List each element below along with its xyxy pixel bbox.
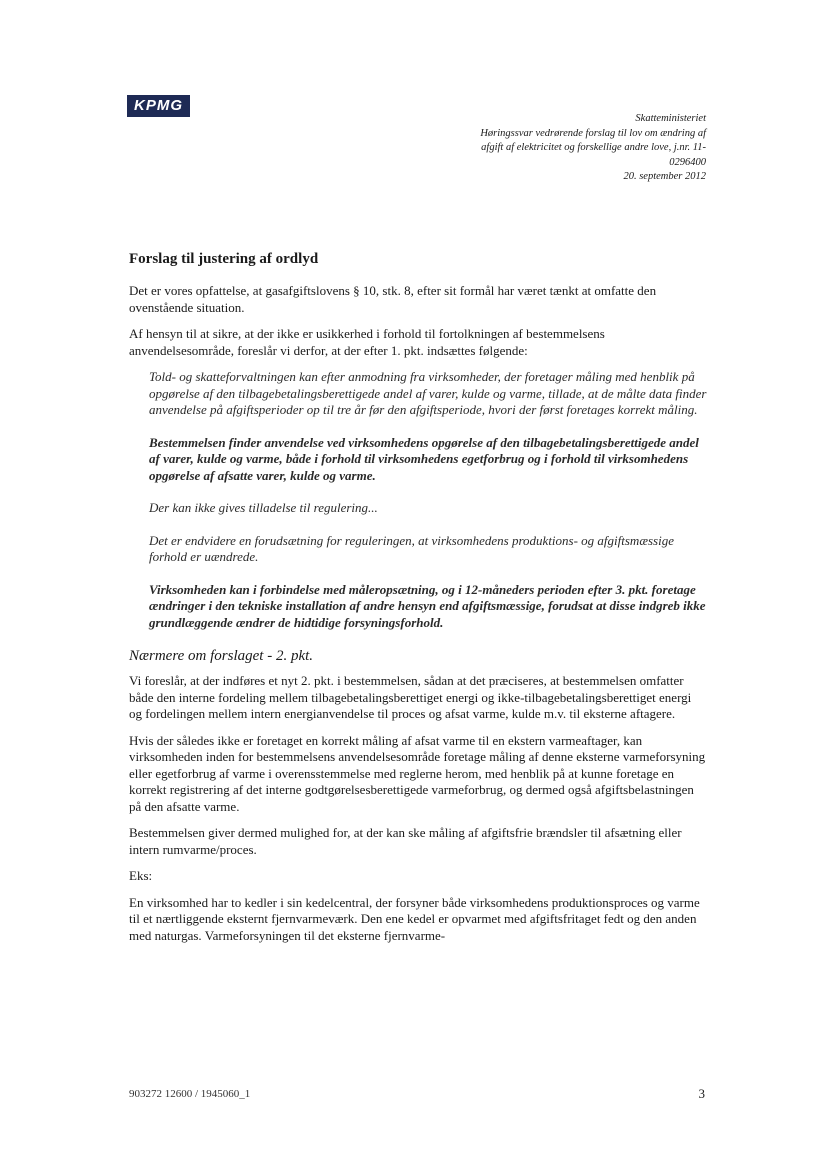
section-heading-proposal: Forslag til justering af ordlyd (129, 251, 319, 267)
quote-technical-changes: Virksomheden kan i forbindelse med måleropsætning, og i 12-måneders perioden efter 3. pkt. foretage ændringer i den tekniske installation af andre hensyn end afgiftsmæssige, forudsat at disse indgreb ikke grundlæggende ændrer de hidtidige forsyningsforhold. (149, 581, 706, 630)
paragraph-proposal-intro: Af hensyn til at sikre, at der ikke er usikkerhed i forhold til fortolkningen af bestemmelsens anvendelsesområde, foreslår vi derfor, at der efter 1. pkt. indsættes følgende: (129, 326, 605, 358)
paragraph-measurement: Hvis der således ikke er foretaget en korrekt måling af afsat varme til en ekstern varmeaftager, kan virksomheden inden for bestemmelsens anvendelsesområde foretage måling af denne eksterne varmeforsyning eller egetforbrug af varme i overensstemmelse med reglerne herom, med henblik på at kunne foretage en korrekt registrering af det interne godtgørelsesberettigede varmeforbrug, og dermed også afgiftsbelastningen på den afsatte varme. (129, 732, 706, 814)
section-heading-point2: Nærmere om forslaget - 2. pkt. (129, 648, 314, 664)
footer-doc-reference: 903272 12600 / 1945060_1 (129, 1088, 251, 1100)
header-subject-line1: Høringssvar vedrørende forslag til lov om ændring af (480, 127, 706, 139)
quote-no-permission: Der kan ikke gives tilladelse til regulering... (149, 500, 378, 515)
document-header (416, 112, 706, 185)
header-subject-line3: 0296400 (669, 156, 706, 168)
header-ministry: Skatteministeriet (635, 113, 706, 124)
page-number: 3 (698, 1086, 705, 1101)
paragraph-new-point: Vi foreslår, at der indføres et nyt 2. pkt. i bestemmelsen, sådan at det præciseres, at bestemmelsen omfatter både den interne fordeling mellem tilbagebetalingsberettiget energi og ikke-tilbagebetalingsberettiget energi og fordelingen mellem intern energianvendelse til proces og afsat varme, kulde m.v. til eksterne aftagere. (129, 673, 692, 721)
document-body (129, 250, 707, 954)
paragraph-opinion: Det er vores opfattelse, at gasafgiftslovens § 10, stk. 8, efter sit formål har været tænkt at omfatte den ovenstående situation. (129, 283, 657, 315)
header-date: 20. september 2012 (623, 171, 706, 182)
paragraph-example-label: Eks: (129, 868, 153, 883)
paragraph-possibility: Bestemmelsen giver dermed mulighed for, at der kan ske måling af afgiftsfrie brændsler til afsætning eller intern rumvarme/proces. (129, 825, 682, 857)
quote-precondition: Det er endvidere en forudsætning for reguleringen, at virksomhedens produktions- og afgiftsmæssige forhold er uændrede. (149, 532, 674, 564)
kpmg-logo: KPMG (127, 95, 190, 117)
paragraph-example: En virksomhed har to kedler i sin kedelcentral, der forsyner både virksomhedens produktionsproces og varme til et nærtliggende eksternt fjernvarmeværk. Den ene kedel er opvarmet med afgiftsfritaget fedt og den anden med naturgas. Varmeforsyningen til det eksterne fjernvarme- (129, 894, 700, 943)
quote-scope: Bestemmelsen finder anvendelse ved virksomhedens opgørelse af den tilbagebetalingsberettigede andel af varer, kulde og varme, både i forhold til virksomhedens egetforbrug og i forhold til virksomhedens opgørelse af afsatte varer, kulde og varme. (149, 434, 699, 483)
header-subject-line2: afgift af elektricitet og forskellige andre love, j.nr. 11- (481, 142, 706, 153)
quote-customs-authority: Told- og skatteforvaltningen kan efter anmodning fra virksomheder, der foretager måling med henblik på opgørelse af den tilbagebetalingsberettigede andel af varer, kulde og varme, tillade, at de målte data finder anvendelse på afgiftsperioder op til tre år før den afgiftsperiode, hvori der først foretages korrekt måling. (149, 369, 707, 417)
